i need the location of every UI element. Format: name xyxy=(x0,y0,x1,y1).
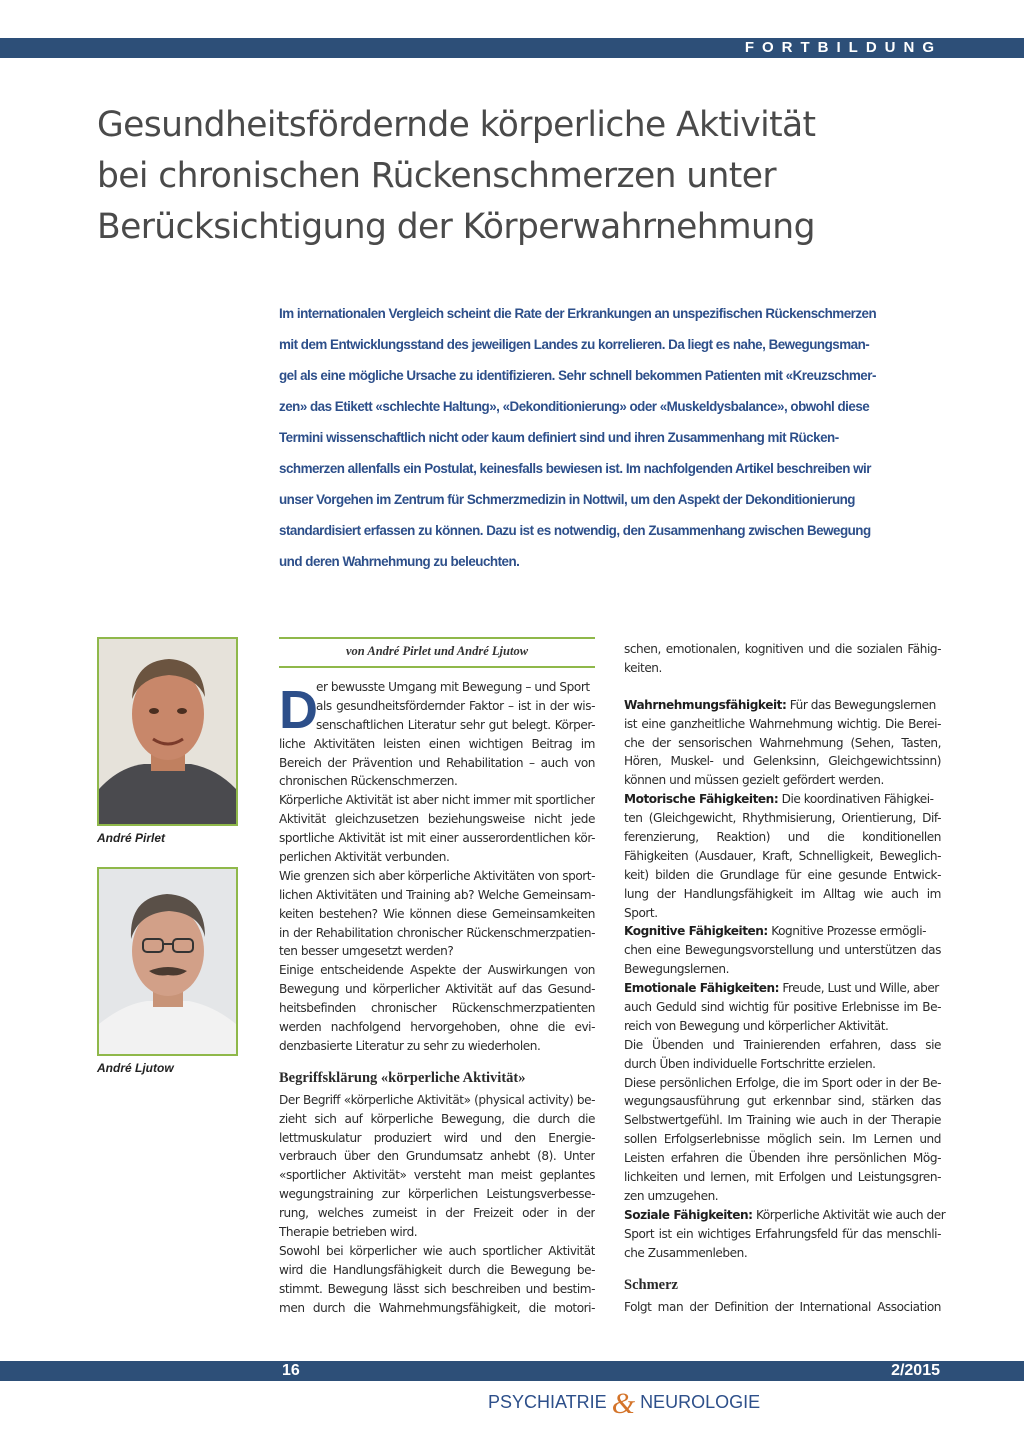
body-line: durch Üben individuelle Fortschritte erzielen. xyxy=(624,1056,876,1071)
author-photo-ljutow xyxy=(97,867,238,1056)
body-line: Sport. xyxy=(624,905,658,920)
body-line: Selbstwertgefühl. Im Training wie auch in der Therapie xyxy=(624,1113,941,1128)
body-line: Fähigkeiten (Ausdauer, Kraft, Schnelligkeit, Beweglich- xyxy=(624,848,941,863)
body-line: chronischen Rückenschmerzen. xyxy=(279,774,458,789)
section-heading: Begriffsklärung «körperliche Aktivität» xyxy=(279,1069,526,1086)
body-line: reich von Bewegung und körperlicher Aktivität. xyxy=(624,1018,889,1033)
term-label: Motorische Fähigkeiten: xyxy=(624,792,779,807)
body-line: schen, emotionalen, kognitiven und die sozialen Fähig- xyxy=(624,642,941,656)
body-line: zen umzugehen. xyxy=(624,1188,719,1203)
body-line: Folgt man der Definition der International Association xyxy=(624,1299,941,1314)
body-line: rung, welches zumeist in der Freizeit oder in der xyxy=(279,1206,595,1221)
author-caption-pirlet: André Pirlet xyxy=(97,831,166,845)
lead-line: schmerzen allenfalls ein Postulat, keinesfalls bewiesen ist. Im nachfolgenden Artikel beschreiben wir xyxy=(279,461,871,476)
term-text: Die koordinativen Fähigkei- xyxy=(778,792,934,807)
body-line: che Zusammenleben. xyxy=(624,1245,748,1260)
body-line: men durch die Wahrnehmungsfähigkeit, die motori- xyxy=(279,1300,595,1315)
body-line: verbrauch über den Grundumsatz anhebt (8). Unter xyxy=(279,1149,595,1164)
body-line xyxy=(624,696,941,715)
body-line: lung der Handlungsfähigkeit im Alltag wie auch im xyxy=(624,886,941,901)
body-line: «sportlicher Aktivität» versteht man meist geplantes xyxy=(279,1168,595,1183)
body-line: in der Rehabilitation chronischer Rückenschmerzpatien- xyxy=(279,925,595,940)
header-bar xyxy=(0,38,1024,58)
body-line: er bewusste Umgang mit Bewegung – und Sport xyxy=(316,680,590,694)
lead-line: unser Vorgehen im Zentrum für Schmerzmedizin in Nottwil, um den Aspekt der Dekonditionierung xyxy=(279,492,855,507)
body-line: Der Begriff «körperliche Aktivität» (physical activity) be- xyxy=(279,1092,595,1107)
body-line: stimmt. Bewegung lässt sich beschreiben und bestim- xyxy=(279,1281,595,1296)
body-line: wegungstraining zur körperlichen Leistungsverbesse- xyxy=(279,1187,595,1202)
lead-line: und deren Wahrnehmung zu beleuchten. xyxy=(279,554,520,569)
body-line xyxy=(624,790,941,809)
body-line: Aktivität gleichzusetzen beziehungsweise nicht jede xyxy=(279,812,595,827)
author-caption-ljutow: André Ljutow xyxy=(97,1061,174,1075)
body-line: keit) bilden die Grundlage für eine gesunde Entwick- xyxy=(624,867,941,882)
article-title xyxy=(97,100,957,253)
journal-ampersand: & xyxy=(611,1387,636,1420)
body-line: keiten. xyxy=(624,660,662,675)
body-line: Körperliche Aktivität ist aber nicht immer mit sportlicher xyxy=(279,793,595,808)
body-line xyxy=(624,979,941,998)
column-2 xyxy=(624,640,946,1316)
body-line: lichkeiten und lernen, mit Erfolgen und Leistungsgren- xyxy=(624,1170,941,1185)
term-text: Freude, Lust und Wille, aber xyxy=(779,981,939,996)
lead-line: Im internationalen Vergleich scheint die Rate der Erkrankungen an unspezifischen Rückenschmerzen xyxy=(279,306,877,321)
title-line: bei chronischen Rückenschmerzen unter xyxy=(97,156,776,196)
body-line: werden nachfolgend hervorgehoben, ohne die evi- xyxy=(279,1020,595,1035)
body-line: Bewegung und körperlicher Aktivität auf das Gesund- xyxy=(279,982,595,997)
lead-paragraph xyxy=(279,298,939,577)
term-label: Wahrnehmungsfähigkeit: xyxy=(624,697,787,712)
body-line: zieht sich auf körperliche Bewegung, die durch die xyxy=(279,1111,595,1126)
journal-name-left: PSYCHIATRIE xyxy=(488,1392,607,1412)
lead-line: gel als eine mögliche Ursache zu identifizieren. Sehr schnell bekommen Patienten mit «Kreuzschmer- xyxy=(279,368,876,383)
body-line: Einige entscheidende Aspekte der Auswirkungen von xyxy=(279,963,595,978)
body-line: chen eine Bewegungsvorstellung und unterstützen das xyxy=(624,943,941,958)
body-line: Sport ist ein wichtiges Erfahrungsfeld für das menschli- xyxy=(624,1226,941,1241)
body-line: Therapie betrieben wird. xyxy=(279,1225,418,1240)
page-number: 16 xyxy=(282,1362,300,1379)
body-line: senschaftlichen Literatur sehr gut belegt. Körper- xyxy=(316,717,595,732)
body-line: wird die Handlungsfähigkeit durch die Bewegung be- xyxy=(279,1262,595,1277)
body-line: sportliche Aktivität ist mit einer ausserordentlichen kör- xyxy=(279,831,595,846)
section-heading: Schmerz xyxy=(624,1276,678,1293)
term-text: Kognitive Prozesse ermögli- xyxy=(767,924,927,939)
body-line: Leisten erfahren die Übenden ihre persönlichen Mög- xyxy=(624,1151,941,1166)
body-line xyxy=(624,1206,946,1225)
body-line: che der sensorischen Wahrnehmung (Sehen, Tasten, xyxy=(624,735,941,750)
body-line: liche Aktivitäten leisten einen wichtigen Beitrag im xyxy=(279,736,595,751)
byline: von André Pirlet und André Ljutow xyxy=(345,644,529,658)
lead-line: standardisiert erfassen zu können. Dazu ist es notwendig, den Zusammenhang zwischen Bewegung xyxy=(279,523,871,538)
lead-line: mit dem Entwicklungsstand des jeweiligen Landes zu korrelieren. Da liegt es nahe, Bewegungsman- xyxy=(279,337,870,352)
byline-rule-top xyxy=(279,637,595,639)
body-line: ferenzierung, Reaktion) und die konditionellen xyxy=(624,830,941,845)
body-line: denzbasierte Literatur zu sehr zu wiederholen. xyxy=(279,1038,541,1053)
footer-bar xyxy=(0,1361,1024,1381)
body-line: Bewegungslernen. xyxy=(624,962,730,977)
body-line xyxy=(624,922,941,941)
body-line: auch Geduld sind wichtig für positive Erlebnisse im Be- xyxy=(624,1000,941,1015)
byline-rule-bottom xyxy=(279,666,595,668)
issue-number: 2/2015 xyxy=(891,1362,940,1379)
body-line: Hören, Muskel- und Gelenksinn, Gleichgewichtssinn) xyxy=(624,754,941,769)
body-line: ten (Gleichgewicht, Rhythmisierung, Orientierung, Dif- xyxy=(624,811,941,826)
title-line: Gesundheitsfördernde körperliche Aktivität xyxy=(97,105,816,145)
lead-line: Termini wissenschaftlich nicht oder kaum definiert sind und ihren Zusammenhang mit Rücken- xyxy=(279,430,839,445)
body-line: können und müssen gezielt gefördert werden. xyxy=(624,773,884,788)
term-label: Emotionale Fähigkeiten: xyxy=(624,981,780,996)
body-line: wegungsausführung gut erkennbar sind, stärken das xyxy=(624,1094,941,1109)
column-1 xyxy=(279,678,595,1318)
journal-name-right: NEUROLOGIE xyxy=(640,1392,761,1412)
journal-logo xyxy=(488,1382,761,1420)
body-line: heitsbefinden chronischer Rückenschmerzpatienten xyxy=(279,1001,595,1016)
body-line: sollen Erfolgserlebnisse möglich sein. Im Lernen und xyxy=(624,1132,941,1147)
section-label: FORTBILDUNG xyxy=(744,39,942,56)
body-line: Wie grenzen sich aber körperliche Aktivitäten von sport- xyxy=(279,868,595,883)
body-line: lettmuskulatur produziert wird und den Energie- xyxy=(279,1130,595,1145)
body-line: ist eine ganzheitliche Wahrnehmung wichtig. Die Berei- xyxy=(624,716,941,731)
author-photo-pirlet xyxy=(97,637,238,826)
term-label: Kognitive Fähigkeiten: xyxy=(624,924,768,939)
body-line: ten besser umgesetzt werden? xyxy=(279,944,454,959)
body-line: keiten bestehen? Wie können diese Gemeinsamkeiten xyxy=(279,906,595,921)
term-text: Für das Bewegungslernen xyxy=(786,697,936,712)
body-line: perlichen Aktivität verbunden. xyxy=(279,850,450,865)
term-label: Soziale Fähigkeiten: xyxy=(624,1207,753,1222)
drop-cap: D xyxy=(279,680,318,740)
lead-line: zen» das Etikett «schlechte Haltung», «Dekonditionierung» oder «Muskeldysbalance», obwohl diese xyxy=(279,399,870,414)
body-line: Die Übenden und Trainierenden erfahren, dass sie xyxy=(624,1037,941,1052)
body-line: Bereich der Prävention und Rehabilitation – auch von xyxy=(279,755,595,770)
body-line: lichen Aktivitäten und Training ab? Welche Gemeinsam- xyxy=(279,887,595,902)
body-line: Sowohl bei körperlicher wie auch sportlicher Aktivität xyxy=(279,1243,595,1258)
term-text: Körperliche Aktivität wie auch der xyxy=(752,1207,946,1222)
body-line: als gesundheitsfördernder Faktor – ist in der wis- xyxy=(316,698,595,713)
body-line: Diese persönlichen Erfolge, die im Sport oder in der Be- xyxy=(624,1075,941,1090)
title-line: Berücksichtigung der Körperwahrnehmung xyxy=(97,207,815,247)
